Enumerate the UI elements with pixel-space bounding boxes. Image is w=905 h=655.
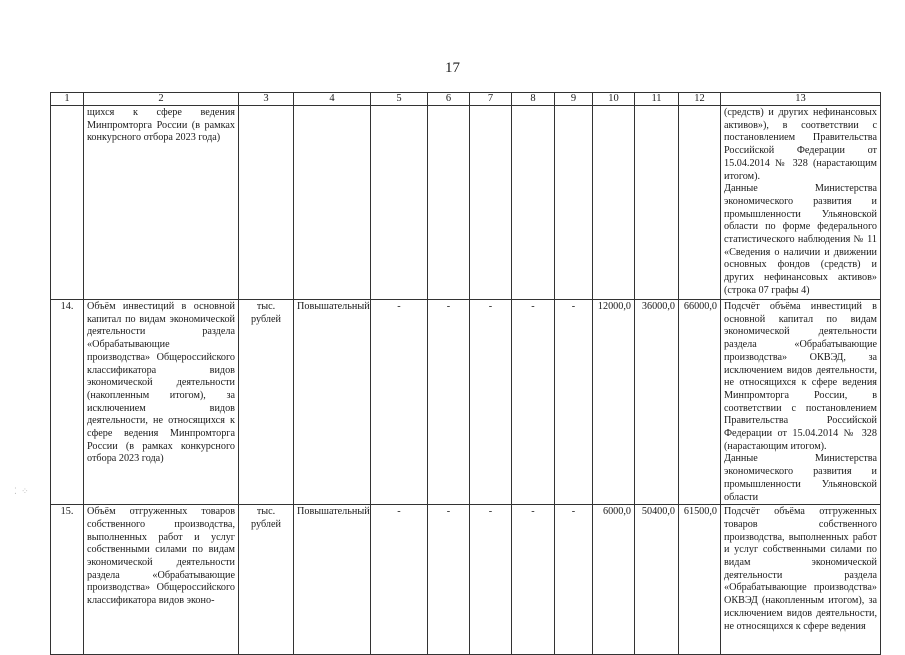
note-paragraph: Подсчёт объёма отгруженных товаров собственного производства, выполненных работ и услуг собственными силами по видам экономической деятельности раздела «Обрабатывающие производства» ОКВЭД (накопленным итогом), за исключением видов деятельности, не относящихся к сфере ведения [724, 506, 877, 632]
column-number: 2 [84, 93, 239, 106]
note-paragraph: Подсчёт объёма инвестиций в основной капитал по видам экономической деятельности раздела «Обрабатывающие производства» ОКВЭД, за исключением видов деятельности, не относящихся к сфере ведения Минпромторга России, в соответствии с постановлением Правительства Российской Федерации от 15.04.2014 № 328 (нарастающим итогом). [724, 301, 877, 452]
value-cell: - [512, 300, 555, 505]
note-paragraph: Данные Министерства экономического развития и промышленности Ульяновской области по форме федерального статистического наблюдения № 11 «Сведения о наличии и движении основных фондов (средств) и других нефинансовых активов» (строка 07 графы 4) [724, 183, 877, 296]
value-cell [679, 106, 721, 300]
column-number: 6 [428, 93, 470, 106]
value-cell: - [512, 505, 555, 655]
value-cell [555, 106, 593, 300]
value-cell [470, 106, 512, 300]
table-row-14 [51, 300, 881, 505]
column-number: 12 [679, 93, 721, 106]
scan-margin-mark: ⁚ ⁘ [14, 486, 30, 496]
column-number: 13 [721, 93, 881, 106]
value-cell: 61500,0 [679, 505, 721, 655]
value-cell: - [470, 300, 512, 505]
row-number: 15. [51, 505, 84, 655]
value-cell [635, 106, 679, 300]
column-number: 11 [635, 93, 679, 106]
column-number: 5 [371, 93, 428, 106]
table-row-15 [51, 505, 881, 655]
column-number: 8 [512, 93, 555, 106]
indicator-type: Повышательный [294, 300, 371, 505]
column-number: 1 [51, 93, 84, 106]
column-number-row [51, 93, 881, 106]
value-cell [512, 106, 555, 300]
indicator-type [294, 106, 371, 300]
value-cell: 36000,0 [635, 300, 679, 505]
value-cell [428, 106, 470, 300]
indicator-table [50, 92, 881, 655]
value-cell [371, 106, 428, 300]
value-cell: - [428, 505, 470, 655]
unit-cell: тыс. рублей [239, 505, 294, 655]
row-number [51, 106, 84, 300]
column-number: 7 [470, 93, 512, 106]
row-number: 14. [51, 300, 84, 505]
indicator-type: Повышательный [294, 505, 371, 655]
value-cell: - [371, 505, 428, 655]
indicator-name: щихся к сфере ведения Минпромторга России (в рамках конкурсного отбора 2023 года) [84, 106, 239, 300]
calculation-note [721, 106, 881, 300]
column-number: 9 [555, 93, 593, 106]
column-number: 4 [294, 93, 371, 106]
value-cell: 12000,0 [593, 300, 635, 505]
value-cell: 6000,0 [593, 505, 635, 655]
value-cell: - [371, 300, 428, 505]
table-row-continuation [51, 106, 881, 300]
value-cell: - [470, 505, 512, 655]
unit-cell: тыс. рублей [239, 300, 294, 505]
value-cell: - [555, 505, 593, 655]
value-cell: - [555, 300, 593, 505]
calculation-note [721, 300, 881, 505]
note-paragraph: (средств) и других нефинансовых активов»), в соответствии с постановлением Правительства Российской Федерации от 15.04.2014 № 328 (нарастающим итогом). [724, 107, 877, 182]
value-cell: 66000,0 [679, 300, 721, 505]
unit-cell [239, 106, 294, 300]
value-cell: - [428, 300, 470, 505]
value-cell: 50400,0 [635, 505, 679, 655]
note-paragraph: Данные Министерства экономического развития и промышленности Ульяновской области [724, 453, 877, 503]
calculation-note [721, 505, 881, 655]
value-cell [593, 106, 635, 300]
page-number: 17 [445, 60, 460, 76]
indicator-name: Объём инвестиций в основной капитал по видам экономической деятельности раздела «Обрабатывающие производства» Общероссийского классификатора видов экономической деятельности (накопленным итогом), за исключением видов деятельности, не относящихся к сфере ведения Минпромторга России (в рамках конкурсного отбора 2023 года) [84, 300, 239, 505]
column-number: 10 [593, 93, 635, 106]
column-number: 3 [239, 93, 294, 106]
indicator-name: Объём отгруженных товаров собственного производства, выполненных работ и услуг собственными силами по видам экономической деятельности раздела «Обрабатывающие производства» Общероссийского классификатора видов эконо- [84, 505, 239, 655]
